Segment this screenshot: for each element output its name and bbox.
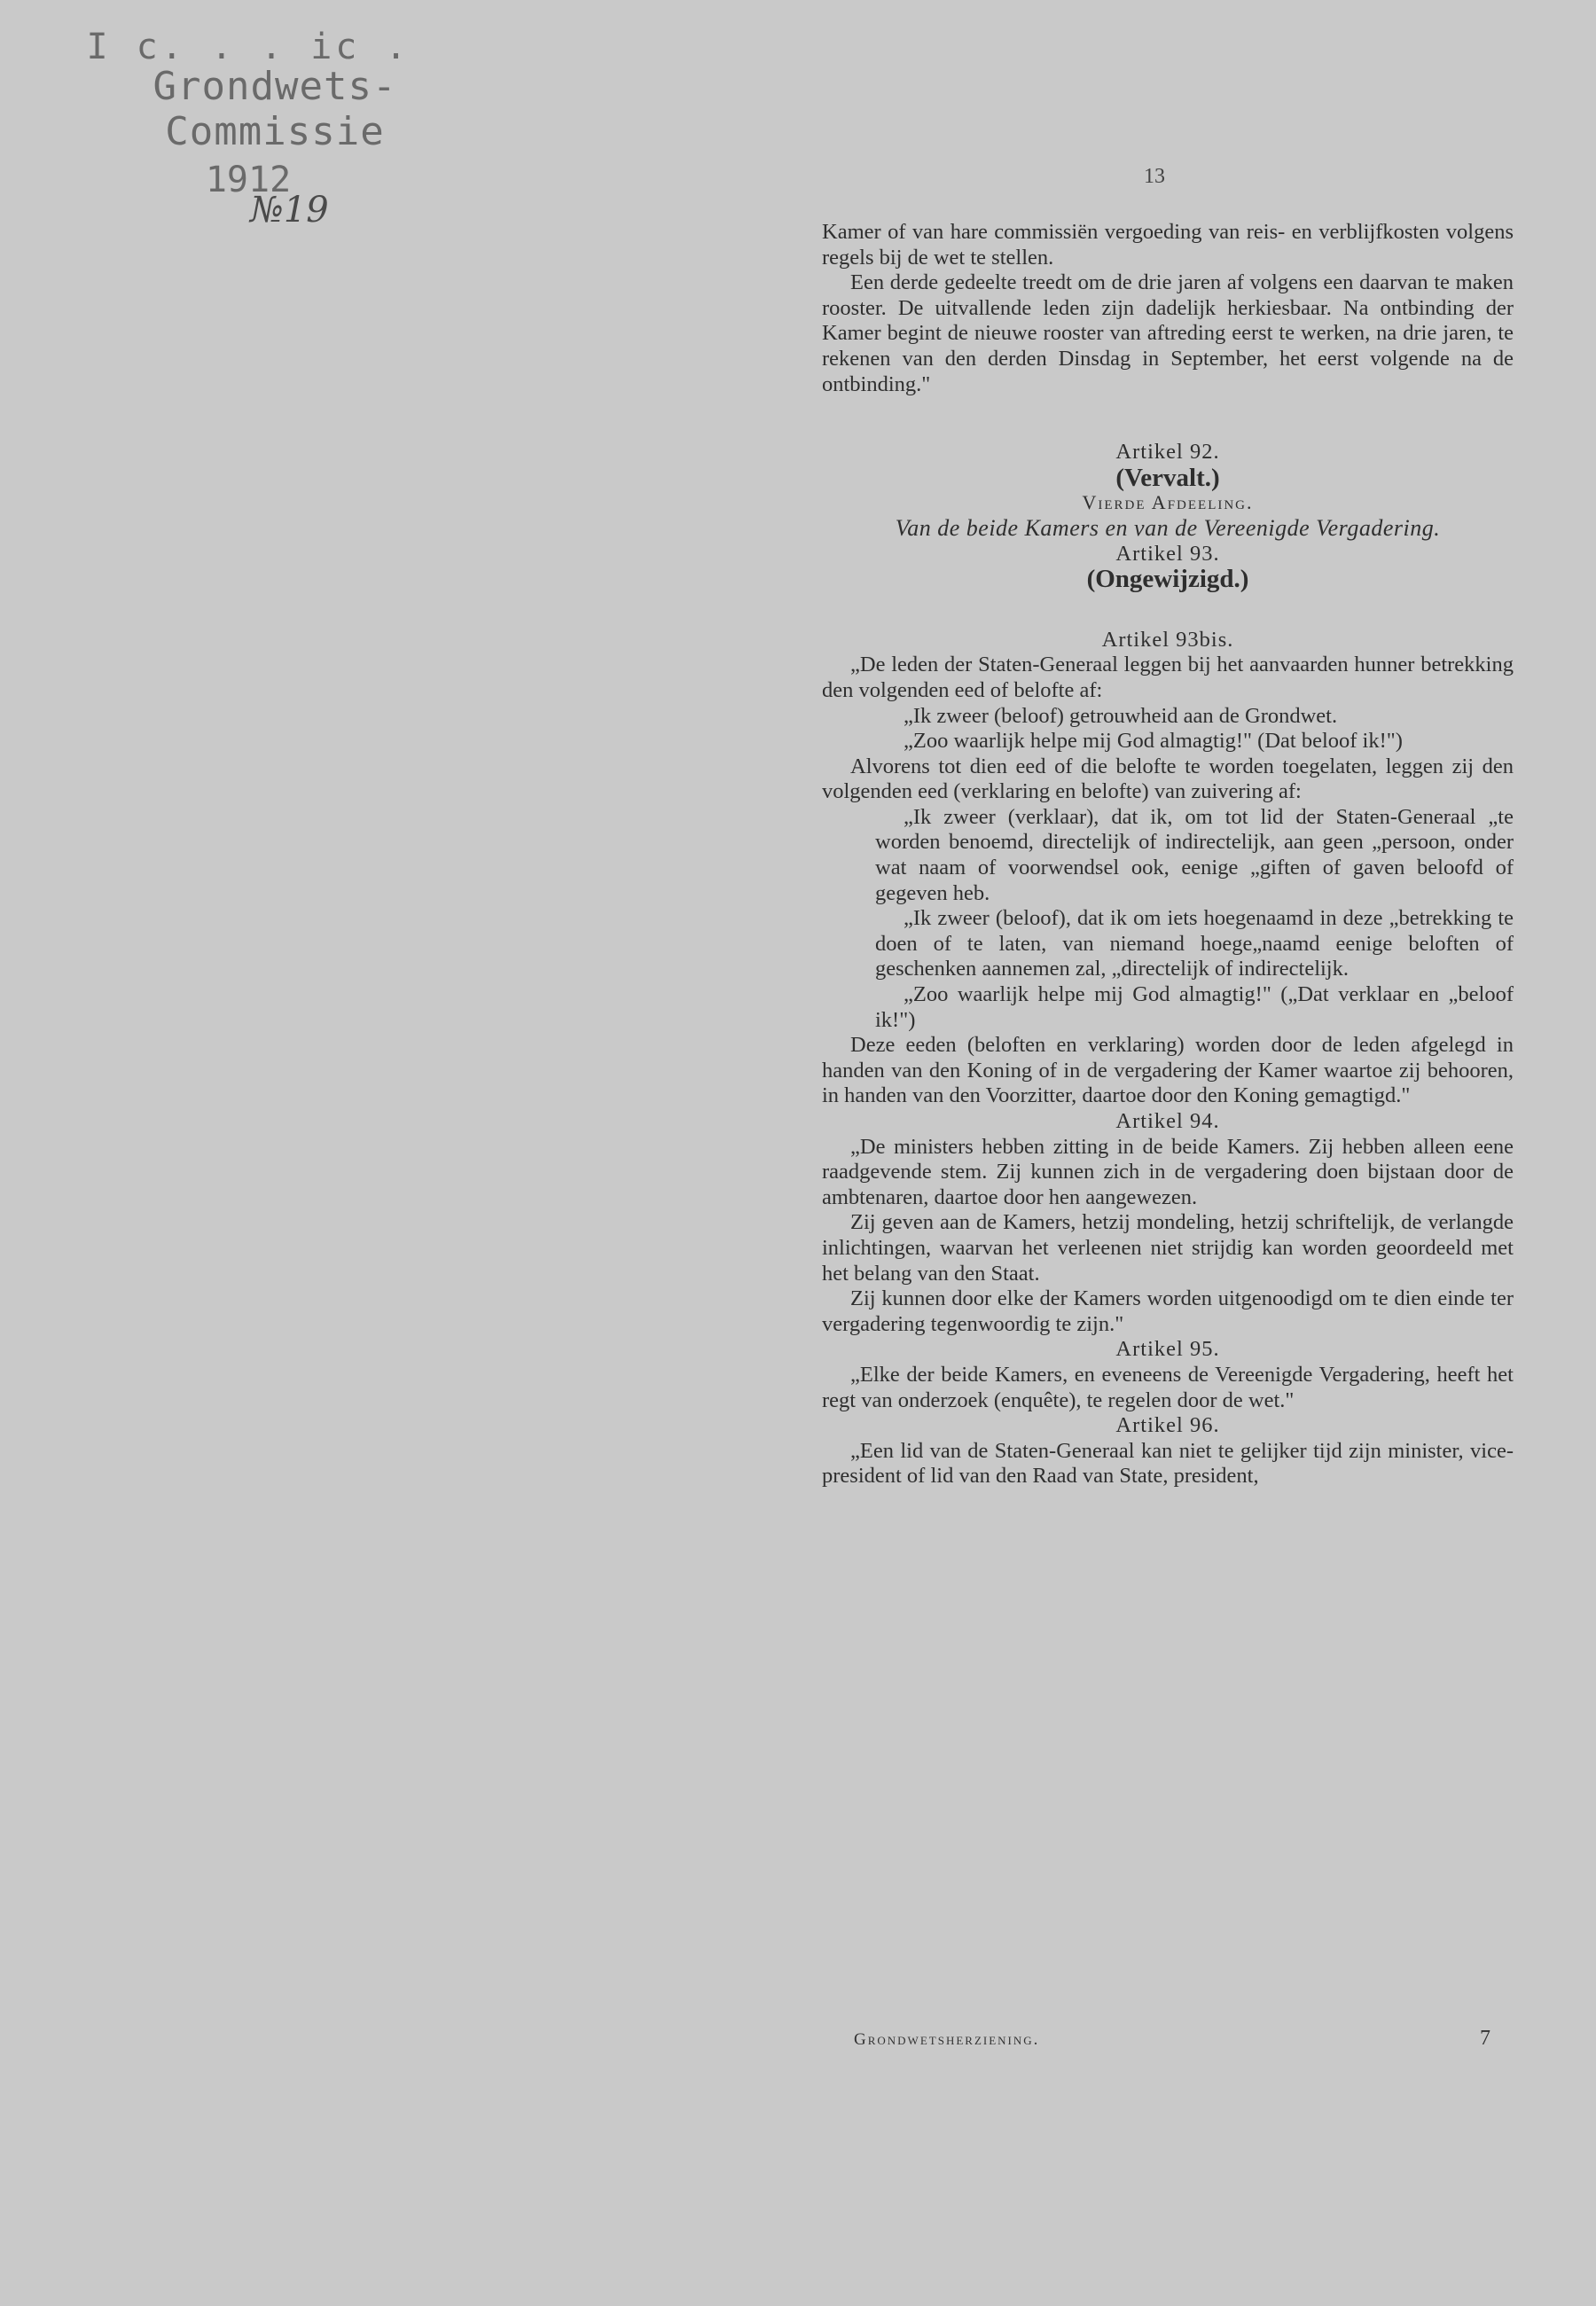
- article-status: (Ongewijzigd.): [1086, 565, 1249, 594]
- document-number: №19: [250, 190, 329, 231]
- paragraph: Alvorens tot dien eed of die belofte te worden toegelaten, leggen zij den volgenden eed (verklaring en belofte) van zuivering af:: [822, 754, 1514, 804]
- paragraph: Zij geven aan de Kamers, hetzij mondeling, hetzij schriftelijk, de verlangde inlichtingen, waarvan het verleenen niet strijdig kan worden geoordeeld met het belang van den Staat.: [822, 1210, 1514, 1286]
- oath-quote: „Ik zweer (beloof), dat ik om iets hoegenaamd in deze „betrekking te doen of te laten, van niemand hoege„naamd eenige beloften of geschenken aannemen zal, „directelijk of indirectelijk.: [875, 906, 1514, 981]
- article-heading: Artikel 94.: [1115, 1109, 1220, 1133]
- article-heading: Artikel 93bis.: [1101, 627, 1234, 652]
- paragraph: Een derde gedeelte treedt om de drie jaren af volgens een daarvan te maken rooster. De uitvallende leden zijn dadelijk herkiesbaar. Na ontbinding der Kamer begint de nieuwe rooster van aftreding eerst te werken, na drie jaren, te rekenen van den derden Dinsdag in September, het eerst volgende na de ontbinding.": [822, 270, 1514, 396]
- article-heading: Artikel 93.: [1115, 541, 1220, 566]
- article-heading: Artikel 96.: [1115, 1413, 1220, 1438]
- archive-stamp: [71, 27, 479, 200]
- article-heading: Artikel 92.: [1115, 440, 1220, 465]
- footer-signature: Grondwetsherziening.: [854, 2030, 1040, 2049]
- sheet-number: 7: [1480, 2027, 1492, 2050]
- paragraph: „Ik zweer (beloof) getrouwheid aan de Grondwet.: [904, 703, 1338, 728]
- paragraph: „De leden der Staten-Generaal leggen bij het aanvaarden hunner betrekking den volgenden eed of belofte af:: [822, 653, 1514, 702]
- oath-quote: „Zoo waarlijk helpe mij God almagtig!" („Dat verklaar en „beloof ik!"): [875, 982, 1514, 1032]
- paragraph: „Zoo waarlijk helpe mij God almagtig!" (Dat beloof ik!"): [904, 729, 1403, 754]
- paragraph: Kamer of van hare commissiën vergoeding van reis- en verblijfkosten volgens regels bij de wet te stellen.: [822, 220, 1514, 270]
- paragraph: Deze eeden (beloften en verklaring) worden door de leden afgelegd in handen van den Koning of in de vergadering der Kamer waartoe zij behooren, in handen van den Voorzitter, daartoe door den Koning gemagtigd.": [822, 1033, 1514, 1108]
- article-status: (Vervalt.): [1115, 463, 1220, 492]
- stamp-line-2: Grondwets-Commissie: [153, 64, 397, 154]
- paragraph: „Elke der beide Kamers, en eveneens de Vereenigde Vergadering, heeft het regt van onderzoek (enquête), te regelen door de wet.": [822, 1362, 1514, 1412]
- stamp-line-3: 1912: [205, 160, 292, 200]
- page-number: 13: [1144, 165, 1165, 188]
- page-footer: [854, 2027, 1492, 2050]
- text-column: [822, 220, 1514, 1489]
- stamp-line-1: I c. . . ic .: [86, 27, 411, 67]
- section-heading: Vierde Afdeeling.: [1082, 491, 1254, 514]
- paragraph: „De ministers hebben zitting in de beide Kamers. Zij hebben alleen eene raadgevende stem. Zij kunnen zich in de vergadering doen bijstaan door de ambtenaren, daartoe door hen aangewezen.: [822, 1134, 1514, 1209]
- paragraph: „Een lid van de Staten-Generaal kan niet te gelijker tijd zijn minister, vice-president of lid van den Raad van State, president,: [822, 1438, 1514, 1489]
- paragraph: Zij kunnen door elke der Kamers worden uitgenoodigd om te dien einde ter vergadering tegenwoordig te zijn.": [822, 1286, 1514, 1336]
- oath-quote: „Ik zweer (verklaar), dat ik, om tot lid der Staten-Generaal „te worden benoemd, directelijk of indirectelijk, aan geen „persoon, onder wat naam of voorwendsel ook, eenige „giften of gaven beloofd of gegeven heb.: [875, 804, 1514, 905]
- section-title: Van de beide Kamers en van de Vereenigde Vergadering.: [895, 514, 1441, 541]
- article-heading: Artikel 95.: [1115, 1337, 1220, 1362]
